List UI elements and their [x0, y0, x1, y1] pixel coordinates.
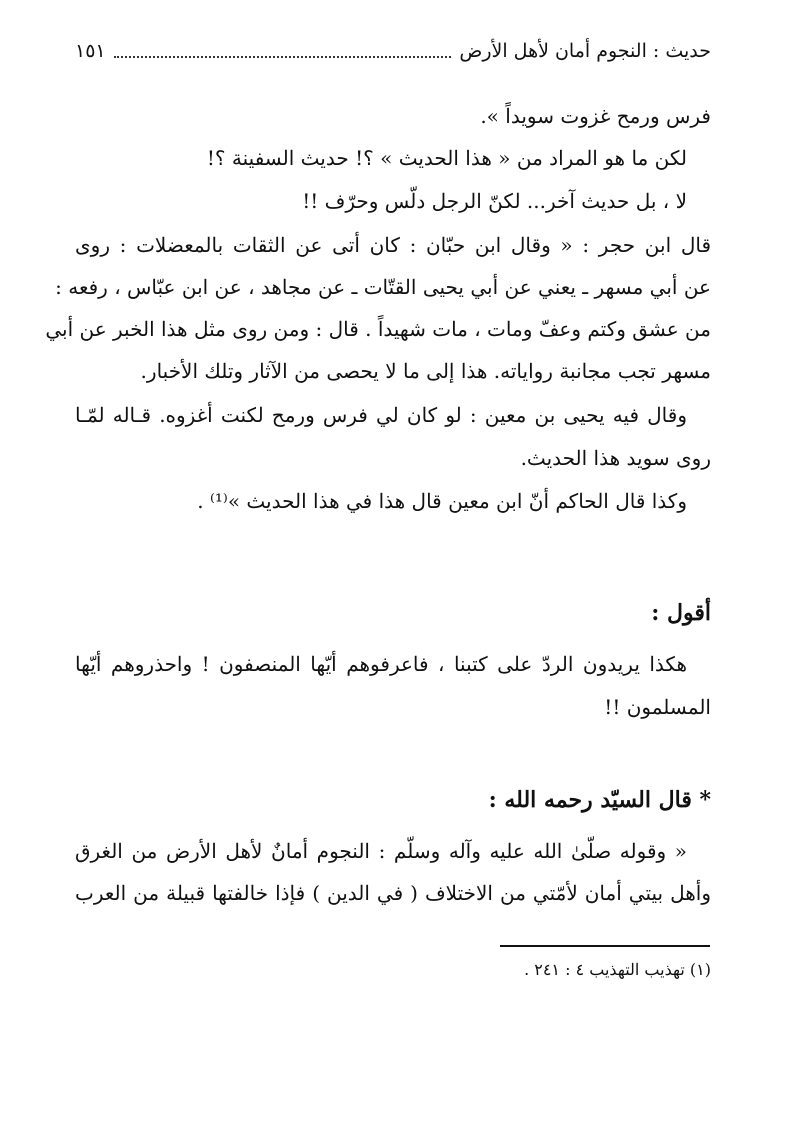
- section-heading: * قال السيّد رحمه الله :: [488, 787, 711, 813]
- footnote-separator: [500, 945, 710, 947]
- running-header: [75, 36, 711, 66]
- paragraph-line: فرس ورمح غزوت سويداً ».: [480, 104, 711, 128]
- header-leader-dots: [114, 44, 452, 58]
- paragraph-line: مسهر تجب مجانبة رواياته. هذا إلى ما لا يحصى من الآثار وتلك الأخبار.: [140, 359, 711, 383]
- body-text-block-2: [75, 643, 711, 733]
- running-title: حديث : النجوم أمان لأهل الأرض: [459, 40, 711, 62]
- paragraph-line: المسلمون !!: [604, 695, 711, 719]
- paragraph-line: وأهل بيتي أمان لأمّتي من الاختلاف ( في الدين ) فإذا خالفتها قبيلة من العرب: [75, 881, 711, 905]
- section-heading: أقول :: [651, 600, 711, 626]
- page-number: ١٥١: [75, 40, 106, 62]
- footnote: (١) تهذيب التهذيب ٤ : ٢٤١ .: [524, 960, 711, 979]
- paragraph-line: قال ابن حجر : « وقال ابن حبّان : كان أتى عن الثقات بالمعضلات : روى: [75, 233, 711, 257]
- paragraph-line: وقال فيه يحيى بن معين : لو كان لي فرس ورمح لكنت أغزوه. قـاله لمّـا: [75, 403, 687, 427]
- paragraph-line: وكذا قال الحاكم أنّ ابن معين قال هذا في هذا الحديث »⁽¹⁾ .: [197, 489, 687, 513]
- paragraph-line: هكذا يريدون الردّ على كتبنا ، فاعرفوهم أيّها المنصفون ! واحذروهم أيّها: [75, 652, 687, 676]
- paragraph-line: من عشق وكتم وعفّ ومات ، مات شهيداً . قال : ومن روى مثل هذا الخبر عن أبي: [45, 317, 711, 341]
- paragraph-line: روى سويد هذا الحديث.: [520, 446, 711, 470]
- body-text-block-3: [75, 830, 711, 920]
- paragraph-line: عن أبي مسهر ـ يعني عن أبي يحيى القتّات ـ عن مجاهد ، عن ابن عبّاس ، رفعه :: [55, 275, 711, 299]
- paragraph-line: لكن ما هو المراد من « هذا الحديث » ؟! حديث السفينة ؟!: [206, 146, 687, 170]
- body-text-block-1: [45, 95, 711, 555]
- paragraph-line: لا ، بل حديث آخر... لكنّ الرجل دلّس وحرّف !!: [302, 189, 687, 213]
- paragraph-line: « وقوله صلّىٰ الله عليه وآله وسلّم : النجوم أمانٌ لأهل الأرض من الغرق: [75, 839, 687, 863]
